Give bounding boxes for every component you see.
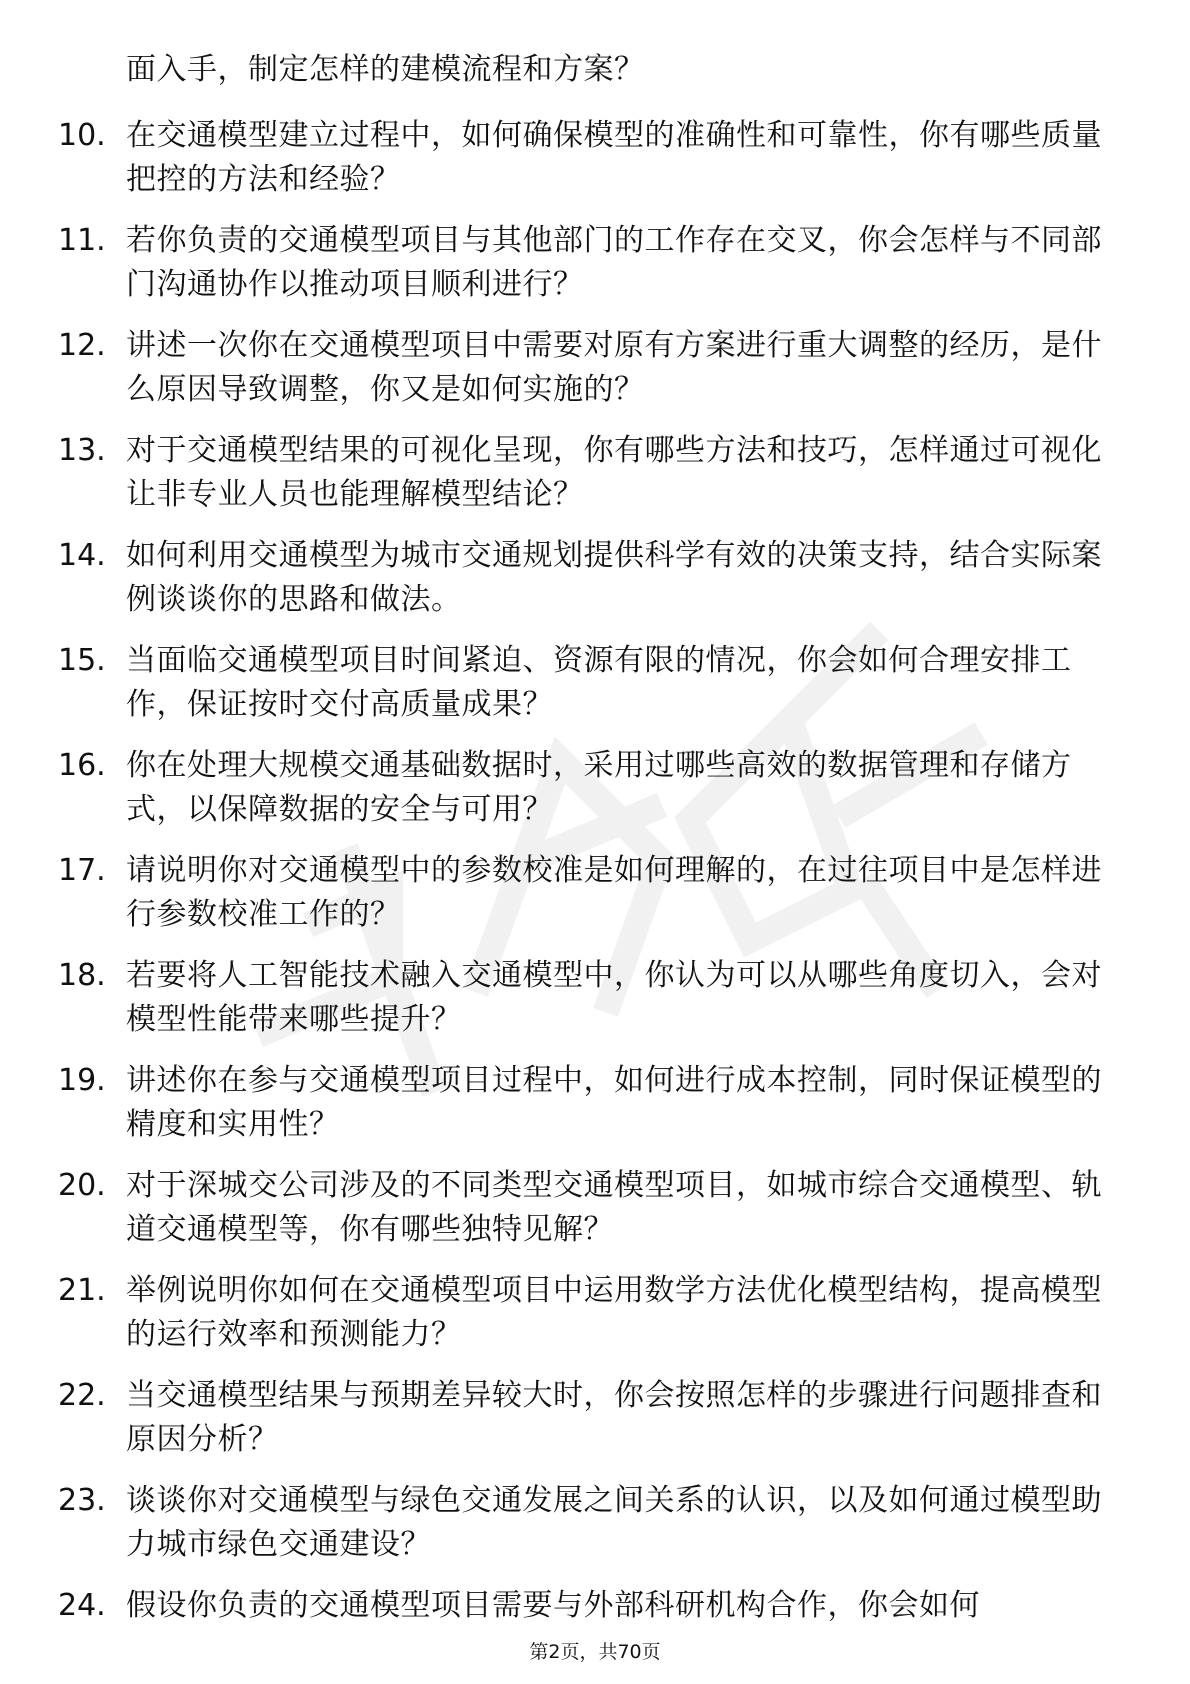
list-item xyxy=(0,1584,1190,1628)
list-item xyxy=(0,1269,1190,1357)
question-text: 若要将人工智能技术融入交通模型中，你认为可以从哪些角度切入，会对模型性能带来哪些提升？ xyxy=(126,958,1102,1037)
question-text: 对于交通模型结果的可视化呈现，你有哪些方法和技巧，怎样通过可视化让非专业人员也能理解模型结论？ xyxy=(126,433,1102,512)
list-item xyxy=(0,429,1190,517)
question-text: 假设你负责的交通模型项目需要与外部科研机构合作，你会如何 xyxy=(126,1588,980,1623)
question-number: 20. xyxy=(58,1168,106,1203)
list-item xyxy=(0,849,1190,937)
list-item xyxy=(0,324,1190,412)
question-text: 请说明你对交通模型中的参数校准是如何理解的，在过往项目中是怎样进行参数校准工作的？ xyxy=(126,853,1102,932)
list-item xyxy=(0,744,1190,832)
question-number: 18. xyxy=(58,958,106,993)
list-item xyxy=(0,114,1190,202)
question-number: 12. xyxy=(58,328,106,363)
question-text: 如何利用交通模型为城市交通规划提供科学有效的决策支持，结合实际案例谈谈你的思路和做法。 xyxy=(126,538,1102,617)
question-number: 21. xyxy=(58,1273,106,1308)
list-item xyxy=(0,1479,1190,1567)
list-item xyxy=(0,534,1190,622)
question-text: 在交通模型建立过程中，如何确保模型的准确性和可靠性，你有哪些质量把控的方法和经验？ xyxy=(126,118,1102,197)
question-number: 13. xyxy=(58,433,106,468)
question-list xyxy=(0,48,1190,1645)
question-number: 23. xyxy=(58,1483,106,1518)
question-text: 对于深城交公司涉及的不同类型交通模型项目，如城市综合交通模型、轨道交通模型等，你有哪些独特见解？ xyxy=(126,1168,1102,1247)
question-number: 15. xyxy=(58,643,106,678)
list-item xyxy=(0,1059,1190,1147)
question-text: 你在处理大规模交通基础数据时，采用过哪些高效的数据管理和存储方式，以保障数据的安全与可用？ xyxy=(126,748,1072,827)
question-text: 面入手，制定怎样的建模流程和方案？ xyxy=(126,52,645,87)
list-item xyxy=(0,639,1190,727)
list-item xyxy=(0,1374,1190,1462)
question-text: 若你负责的交通模型项目与其他部门的工作存在交叉，你会怎样与不同部门沟通协作以推动项目顺利进行？ xyxy=(126,223,1102,302)
question-number: 22. xyxy=(58,1378,106,1413)
question-number: 11. xyxy=(58,223,106,258)
list-item xyxy=(0,954,1190,1042)
question-text: 当面临交通模型项目时间紧迫、资源有限的情况，你会如何合理安排工作，保证按时交付高质量成果？ xyxy=(126,643,1072,722)
list-item xyxy=(0,1164,1190,1252)
question-number: 19. xyxy=(58,1063,106,1098)
question-number: 24. xyxy=(58,1588,106,1623)
question-number: 10. xyxy=(58,118,106,153)
question-text: 举例说明你如何在交通模型项目中运用数学方法优化模型结构，提高模型的运行效率和预测能力？ xyxy=(126,1273,1102,1352)
question-text: 讲述一次你在交通模型项目中需要对原有方案进行重大调整的经历，是什么原因导致调整，你又是如何实施的？ xyxy=(126,328,1102,407)
question-number: 14. xyxy=(58,538,106,573)
page-number-footer: 第2页，共70页 xyxy=(529,1641,661,1663)
question-number: 16. xyxy=(58,748,106,783)
list-item xyxy=(0,219,1190,307)
question-number: 17. xyxy=(58,853,106,888)
list-item xyxy=(0,48,1190,92)
question-text: 谈谈你对交通模型与绿色交通发展之间关系的认识，以及如何通过模型助力城市绿色交通建设？ xyxy=(126,1483,1102,1562)
question-text: 讲述你在参与交通模型项目过程中，如何进行成本控制，同时保证模型的精度和实用性？ xyxy=(126,1063,1102,1142)
question-text: 当交通模型结果与预期差异较大时，你会按照怎样的步骤进行问题排查和原因分析？ xyxy=(126,1378,1102,1457)
